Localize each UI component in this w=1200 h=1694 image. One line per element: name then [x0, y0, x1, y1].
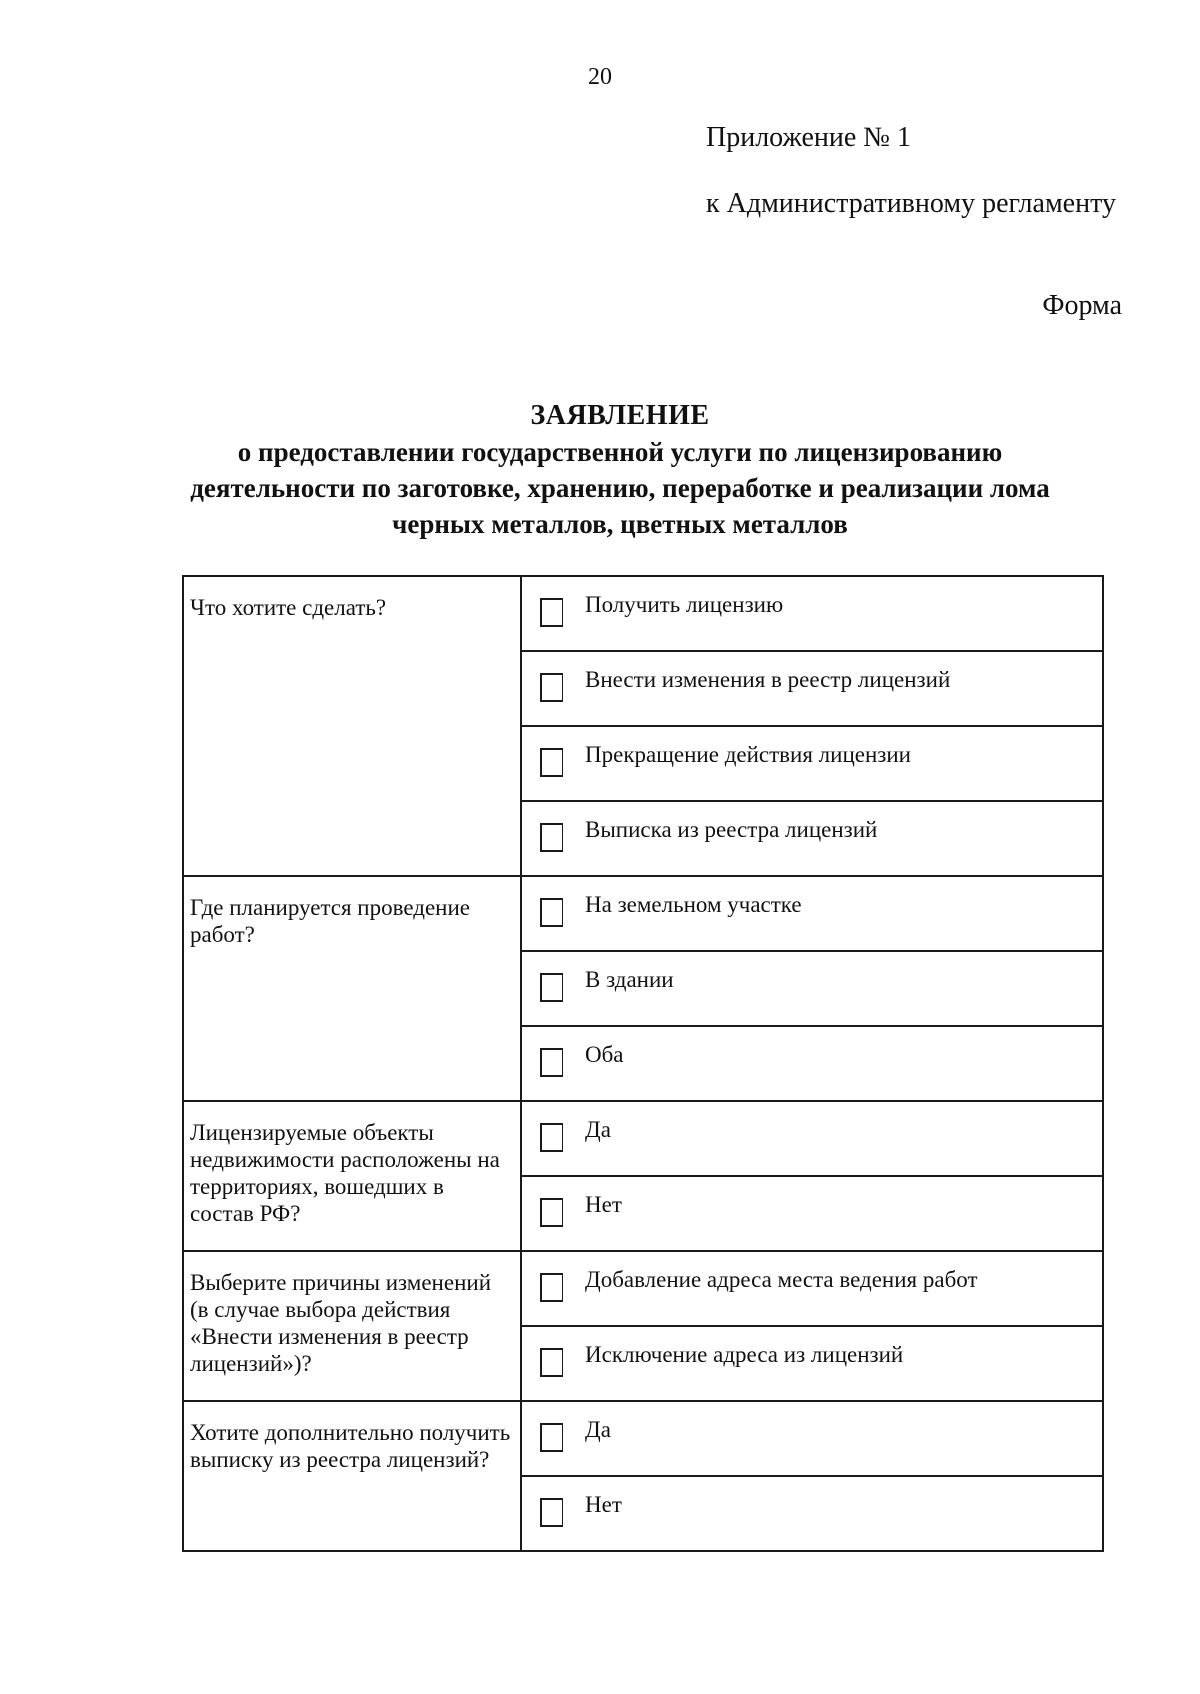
checkbox[interactable]: [540, 1498, 563, 1527]
question-what-to-do: Что хотите сделать?: [183, 576, 521, 876]
page-number: 20: [588, 64, 612, 90]
checkbox[interactable]: [540, 673, 563, 702]
question-work-location: Где планируется проведение работ?: [183, 876, 521, 1101]
option-building: В здании: [585, 967, 674, 992]
option-add-address: Добавление адреса места ведения работ: [585, 1267, 978, 1292]
title-line-2: деятельности по заготовке, хранению, переработке и реализации лома: [190, 473, 1050, 503]
title-line-1: о предоставлении государственной услуги по лицензированию: [237, 437, 1003, 467]
option-cell[interactable]: [521, 1026, 1103, 1101]
appendix-number: Приложение № 1: [706, 122, 911, 153]
checkbox[interactable]: [540, 823, 563, 852]
option-remove-address: Исключение адреса из лицензий: [585, 1342, 904, 1367]
option-yes: Да: [585, 1117, 611, 1142]
appendix-reference: к Административному регламенту: [706, 188, 1116, 219]
option-amend-register: Внести изменения в реестр лицензий: [585, 667, 951, 692]
option-no: Нет: [585, 1192, 622, 1217]
table-row: [183, 576, 1103, 651]
option-cell[interactable]: [521, 1176, 1103, 1251]
checkbox[interactable]: [540, 1273, 563, 1302]
question-change-reasons: Выберите причины изменений (в случае выбора действия «Внести изменения в реестр лицензий»)?: [183, 1251, 521, 1401]
option-cell[interactable]: [521, 876, 1103, 951]
checkbox[interactable]: [540, 1348, 563, 1377]
option-register-extract: Выписка из реестра лицензий: [585, 817, 878, 842]
title-main: ЗАЯВЛЕНИЕ: [530, 400, 710, 431]
option-cell[interactable]: [521, 1401, 1103, 1476]
checkbox[interactable]: [540, 1123, 563, 1152]
option-cell[interactable]: [521, 1326, 1103, 1401]
option-no: Нет: [585, 1492, 622, 1517]
checkbox[interactable]: [540, 973, 563, 1002]
option-cell[interactable]: [521, 1101, 1103, 1176]
option-cell[interactable]: [521, 1251, 1103, 1326]
table-row: [183, 1401, 1103, 1476]
application-form-table: [182, 575, 1104, 1552]
option-cell[interactable]: [521, 801, 1103, 876]
option-cell[interactable]: [521, 651, 1103, 726]
option-cell[interactable]: [521, 576, 1103, 651]
checkbox[interactable]: [540, 598, 563, 627]
option-terminate-license: Прекращение действия лицензии: [585, 742, 911, 767]
option-yes: Да: [585, 1417, 611, 1442]
option-cell[interactable]: [521, 951, 1103, 1026]
checkbox[interactable]: [540, 1198, 563, 1227]
table-row: [183, 876, 1103, 951]
option-both: Оба: [585, 1042, 624, 1067]
checkbox[interactable]: [540, 898, 563, 927]
document-title: [120, 398, 1120, 542]
title-line-3: черных металлов, цветных металлов: [392, 509, 848, 539]
table-row: [183, 1101, 1103, 1176]
question-extra-extract: Хотите дополнительно получить выписку из реестра лицензий?: [183, 1401, 521, 1551]
option-cell[interactable]: [521, 726, 1103, 801]
form-label: Форма: [1042, 290, 1122, 321]
checkbox[interactable]: [540, 1423, 563, 1452]
table-row: [183, 1251, 1103, 1326]
checkbox[interactable]: [540, 748, 563, 777]
question-territories: Лицензируемые объекты недвижимости расположены на территориях, вошедших в состав РФ?: [183, 1101, 521, 1251]
option-land-plot: На земельном участке: [585, 892, 802, 917]
checkbox[interactable]: [540, 1048, 563, 1077]
option-get-license: Получить лицензию: [585, 592, 784, 617]
option-cell[interactable]: [521, 1476, 1103, 1551]
